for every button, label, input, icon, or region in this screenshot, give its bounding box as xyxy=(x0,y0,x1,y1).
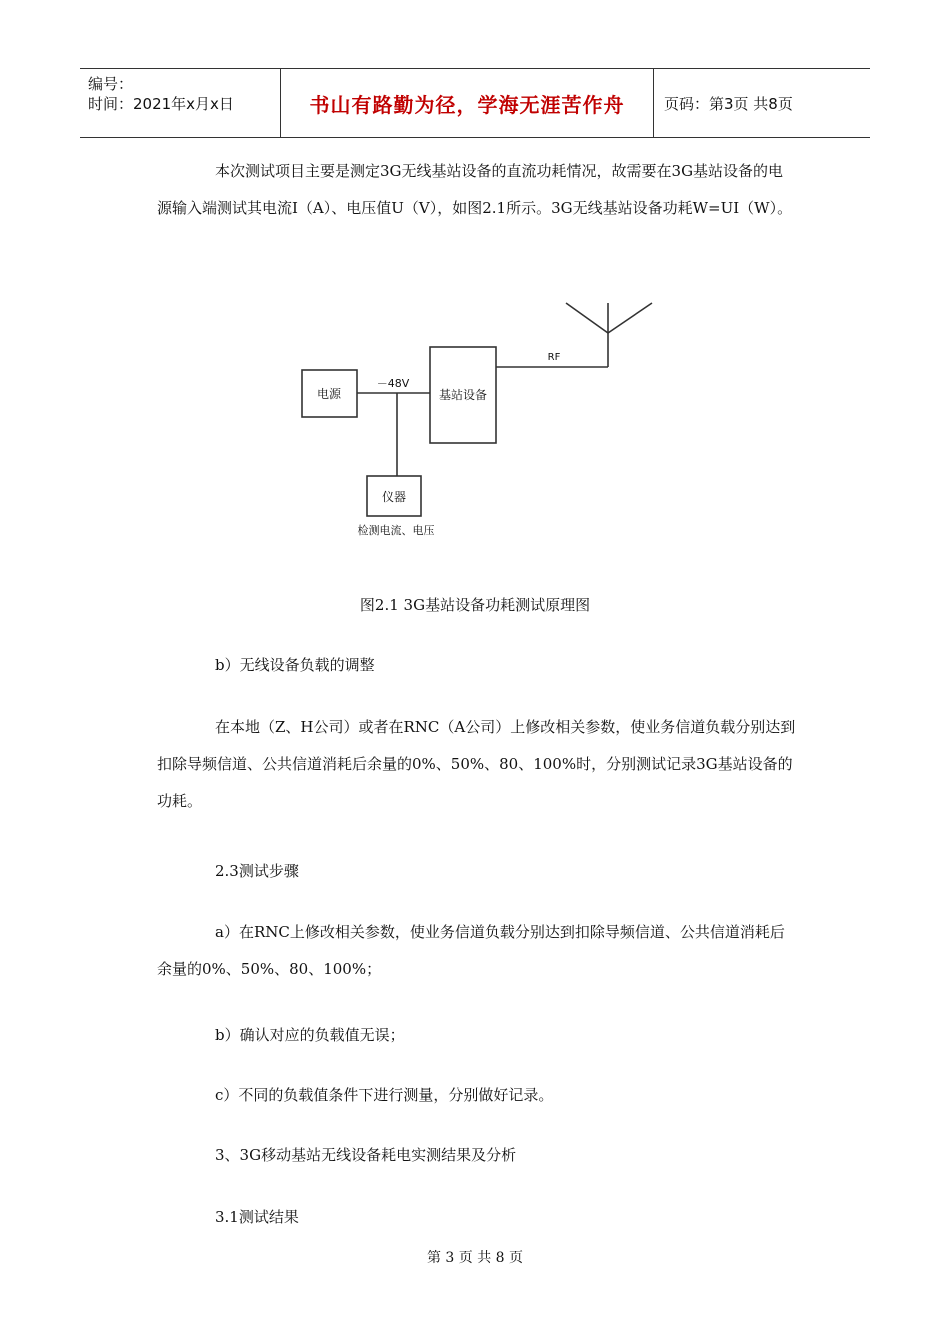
voltage-label: －48V xyxy=(376,377,410,390)
page-footer: 第 3 页 共 8 页 xyxy=(426,1250,524,1266)
step-a: a）在RNC上修改相关参数，使业务信道负载分别达到扣除导频信道、公共信道消耗后余量的0%、50%、80、100%； xyxy=(157,923,785,978)
bts-label: 基站设备 xyxy=(438,388,488,402)
power-label: 电源 xyxy=(316,387,342,401)
header-page-cell xyxy=(654,69,880,137)
antenna-icon xyxy=(566,303,652,367)
rf-label: RF xyxy=(547,352,561,363)
section-3-heading: 3、3G移动基站无线设备耗电实测结果及分析 xyxy=(215,1146,517,1164)
section-2-3-heading: 2.3测试步骤 xyxy=(215,862,299,880)
paragraph-intro: 本次测试项目主要是测定3G无线基站设备的直流功耗情况，故需要在3G基站设备的电源输入端测试其电流I（A）、电压值U（V），如图2.1所示。3G无线基站设备功耗W=UI（W）。 xyxy=(157,162,793,217)
figure-caption: 图2.1 3G基站设备功耗测试原理图 xyxy=(359,596,591,614)
section-3-1-heading: 3.1测试结果 xyxy=(215,1208,299,1226)
test-principle-diagram xyxy=(290,295,670,550)
motto: 书山有路勤为径，学海无涯苦作舟 xyxy=(309,92,625,117)
document-number: 编号： xyxy=(88,75,134,93)
section-b-title: b）无线设备负载的调整 xyxy=(215,656,375,674)
header-meta-cell xyxy=(80,69,281,137)
meter-caption: 检测电流、电压 xyxy=(357,524,435,537)
step-b: b）确认对应的负载值无误； xyxy=(215,1026,405,1044)
page-indicator: 页码：第3页 共8页 xyxy=(664,94,793,113)
paragraph-load-adjust: 在本地（Z、H公司）或者在RNC（A公司）上修改相关参数，使业务信道负载分别达到扣除导频信道、公共信道消耗后余量的0%、50%、80、100%时，分别测试记录3G基站设备的功耗。 xyxy=(157,718,796,810)
step-c: c）不同的负载值条件下进行测量，分别做好记录。 xyxy=(215,1086,554,1104)
header-motto-cell xyxy=(281,69,654,137)
document-date: 时间：2021年x月x日 xyxy=(88,95,234,113)
meter-label: 仪器 xyxy=(381,490,407,504)
document-header xyxy=(80,68,870,138)
